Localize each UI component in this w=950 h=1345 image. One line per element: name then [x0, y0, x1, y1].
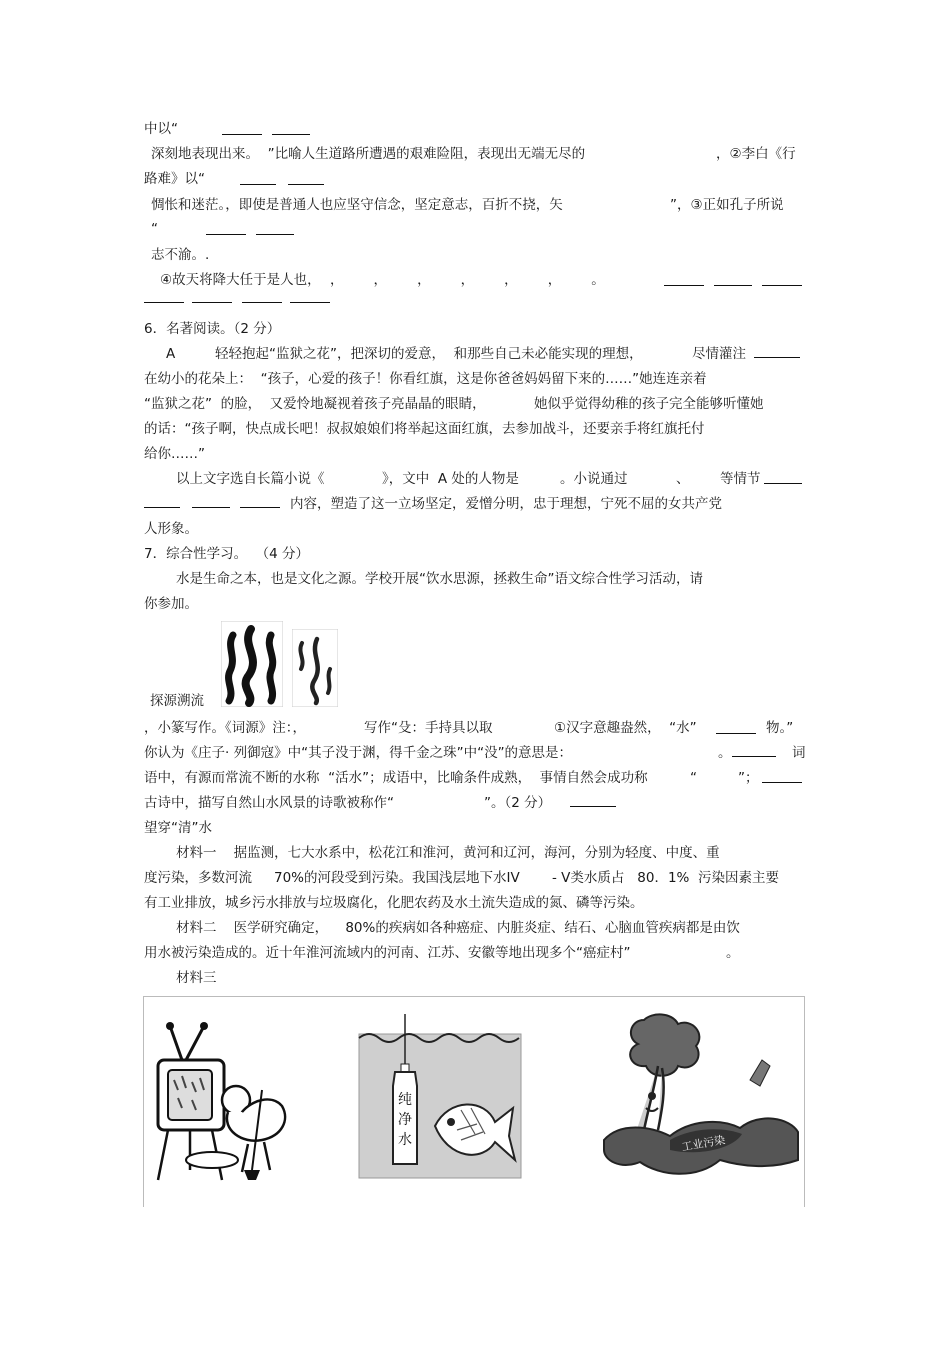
- text-line: 路难》以“: [144, 171, 205, 187]
- answer-blank[interactable]: [144, 302, 184, 303]
- answer-blank[interactable]: [192, 507, 230, 508]
- answer-blank[interactable]: [144, 507, 180, 508]
- text-line: 你认为《庄子· 列御寇》中“其子没于渊，得千金之珠”中“没”的意思是：: [144, 745, 573, 761]
- answer-blank[interactable]: [290, 302, 330, 303]
- section-heading: 探源溯流: [150, 693, 204, 709]
- text-line: 志不渝。.: [151, 247, 210, 263]
- text-line: 中以“: [144, 121, 178, 137]
- text-line: 她似乎觉得幼稚的孩子完全能够听懂她: [534, 396, 764, 412]
- text-line: 在幼小的花朵上： “孩子，心爱的孩子！你看红旗，这是你爸爸妈妈留下来的……”她连连亲着: [144, 371, 707, 387]
- industrial-pollution-cartoon: [600, 1010, 800, 1190]
- text-line: ①汉字意趣盎然， “水”: [554, 720, 697, 736]
- answer-blank[interactable]: [240, 184, 276, 185]
- text-line: A: [166, 346, 176, 362]
- answer-blank[interactable]: [762, 782, 802, 783]
- text-line: 物。”: [766, 720, 794, 736]
- answer-blank[interactable]: [764, 483, 802, 484]
- answer-blank[interactable]: [754, 357, 800, 358]
- text-line: 内容，塑造了这一立场坚定，爱憎分明，忠于理想，宁死不屈的女共产党: [290, 496, 722, 512]
- text-line: 尽情灌注: [692, 346, 746, 362]
- purified-water-fish-cartoon: [357, 1014, 523, 1180]
- text-line: 。: [718, 745, 732, 761]
- text-line: 写作“殳：手持具以取: [364, 720, 493, 736]
- text-line: 70%的河段受到污染。我国浅层地下水IV: [274, 870, 520, 886]
- question-7-title: 7．综合性学习。 （4 分）: [144, 546, 310, 562]
- tv-washing-cartoon: [152, 1020, 302, 1190]
- answer-blank[interactable]: [288, 184, 324, 185]
- text-line: 材料二 医学研究确定， 80%的疾病如各种癌症、内脏炎症、结石、心脑血管疾病都是由饮: [176, 920, 740, 936]
- bottle-label: 净: [398, 1112, 412, 1128]
- text-line: - V类水质占 80．1% 污染因素主要: [552, 870, 779, 886]
- text-line: 有工业排放，城乡污水排放与垃圾腐化，化肥农药及水土流失造成的氮、磷等污染。: [144, 895, 644, 911]
- answer-blank[interactable]: [256, 234, 294, 235]
- text-line: 以上文字选自长篇小说《: [176, 471, 325, 487]
- text-line: 人形象。: [144, 521, 198, 537]
- text-line: 等情节: [720, 471, 761, 487]
- text-line: 深刻地表现出来。 ”比喻人生道路所遭遇的艰难险阻，表现出无端无尽的: [151, 146, 586, 162]
- text-line: 的话：“孩子啊，快点成长吧！叔叔娘娘们将举起这面红旗，去参加战斗，还要亲手将红旗托付: [144, 421, 705, 437]
- answer-blank[interactable]: [732, 756, 776, 757]
- text-line: 用水被污染造成的。近十年淮河流域内的河南、江苏、安徽等地出现多个“癌症村”: [144, 945, 631, 961]
- seal-script-water-image: [292, 629, 338, 707]
- pollution-label: 工业污染: [680, 1133, 727, 1154]
- text-line: 轻轻抱起“监狱之花”，把深切的爱意， 和那些自己未必能实现的理想，: [215, 346, 643, 362]
- text-line: 度污染，多数河流: [144, 870, 252, 886]
- answer-blank[interactable]: [570, 806, 616, 807]
- text-line: 词: [792, 745, 806, 761]
- text-line: ，②李白《行: [716, 146, 796, 162]
- answer-blank[interactable]: [714, 285, 752, 286]
- text-line: 。小说通过: [560, 471, 628, 487]
- text-line: ”；: [738, 770, 759, 786]
- text-line: ，小篆写作。《词源》注：，: [144, 720, 306, 736]
- text-line: 给你……”: [144, 446, 205, 462]
- text-line: ”，③正如孔子所说: [670, 197, 784, 213]
- answer-blank[interactable]: [716, 733, 756, 734]
- bottle-label: 纯: [398, 1092, 412, 1108]
- section-heading: 望穿“清”水: [144, 820, 212, 836]
- question-6-title: 6．名著阅读。（2 分）: [144, 321, 281, 337]
- answer-blank[interactable]: [664, 285, 704, 286]
- text-line: 你参加。: [144, 596, 198, 612]
- answer-blank[interactable]: [222, 134, 262, 135]
- text-line: 惆怅和迷茫。，即使是普通人也应坚守信念，坚定意志，百折不挠，矢: [151, 197, 563, 213]
- text-line: 古诗中，描写自然山水风景的诗歌被称作“: [144, 795, 394, 811]
- text-line: “: [690, 770, 697, 786]
- text-line: ”。（2 分）: [484, 795, 552, 811]
- answer-blank[interactable]: [242, 302, 282, 303]
- text-line: 材料三: [176, 970, 217, 986]
- text-line: 。: [726, 945, 740, 961]
- text-line: 、: [676, 471, 690, 487]
- bottle-label: 水: [398, 1132, 412, 1148]
- text-line: ④故天将降大任于是人也，: [160, 272, 321, 288]
- text-line: “: [151, 221, 158, 237]
- text-line: “监狱之花” 的脸， 又爱怜地凝视着孩子亮晶晶的眼睛，: [144, 396, 486, 412]
- answer-blank[interactable]: [206, 234, 246, 235]
- answer-blank[interactable]: [272, 134, 310, 135]
- answer-blank[interactable]: [240, 507, 280, 508]
- seal-script-water-image: [221, 621, 283, 707]
- text-line: 语中，有源而常流不断的水称 “活水”；成语中，比喻条件成熟， 事情自然会成功称: [144, 770, 648, 786]
- answer-blank[interactable]: [192, 302, 232, 303]
- text-line: 水是生命之本，也是文化之源。学校开展“饮水思源，拯救生命”语文综合性学习活动，请: [176, 571, 703, 587]
- text-line: 》，文中 A 处的人物是: [382, 471, 519, 487]
- text-line: ， ， ， ， ， ， 。: [330, 272, 605, 288]
- text-line: 材料一 据监测，七大水系中，松花江和淮河，黄河和辽河，海河，分别为轻度、中度、重: [176, 845, 720, 861]
- answer-blank[interactable]: [762, 285, 802, 286]
